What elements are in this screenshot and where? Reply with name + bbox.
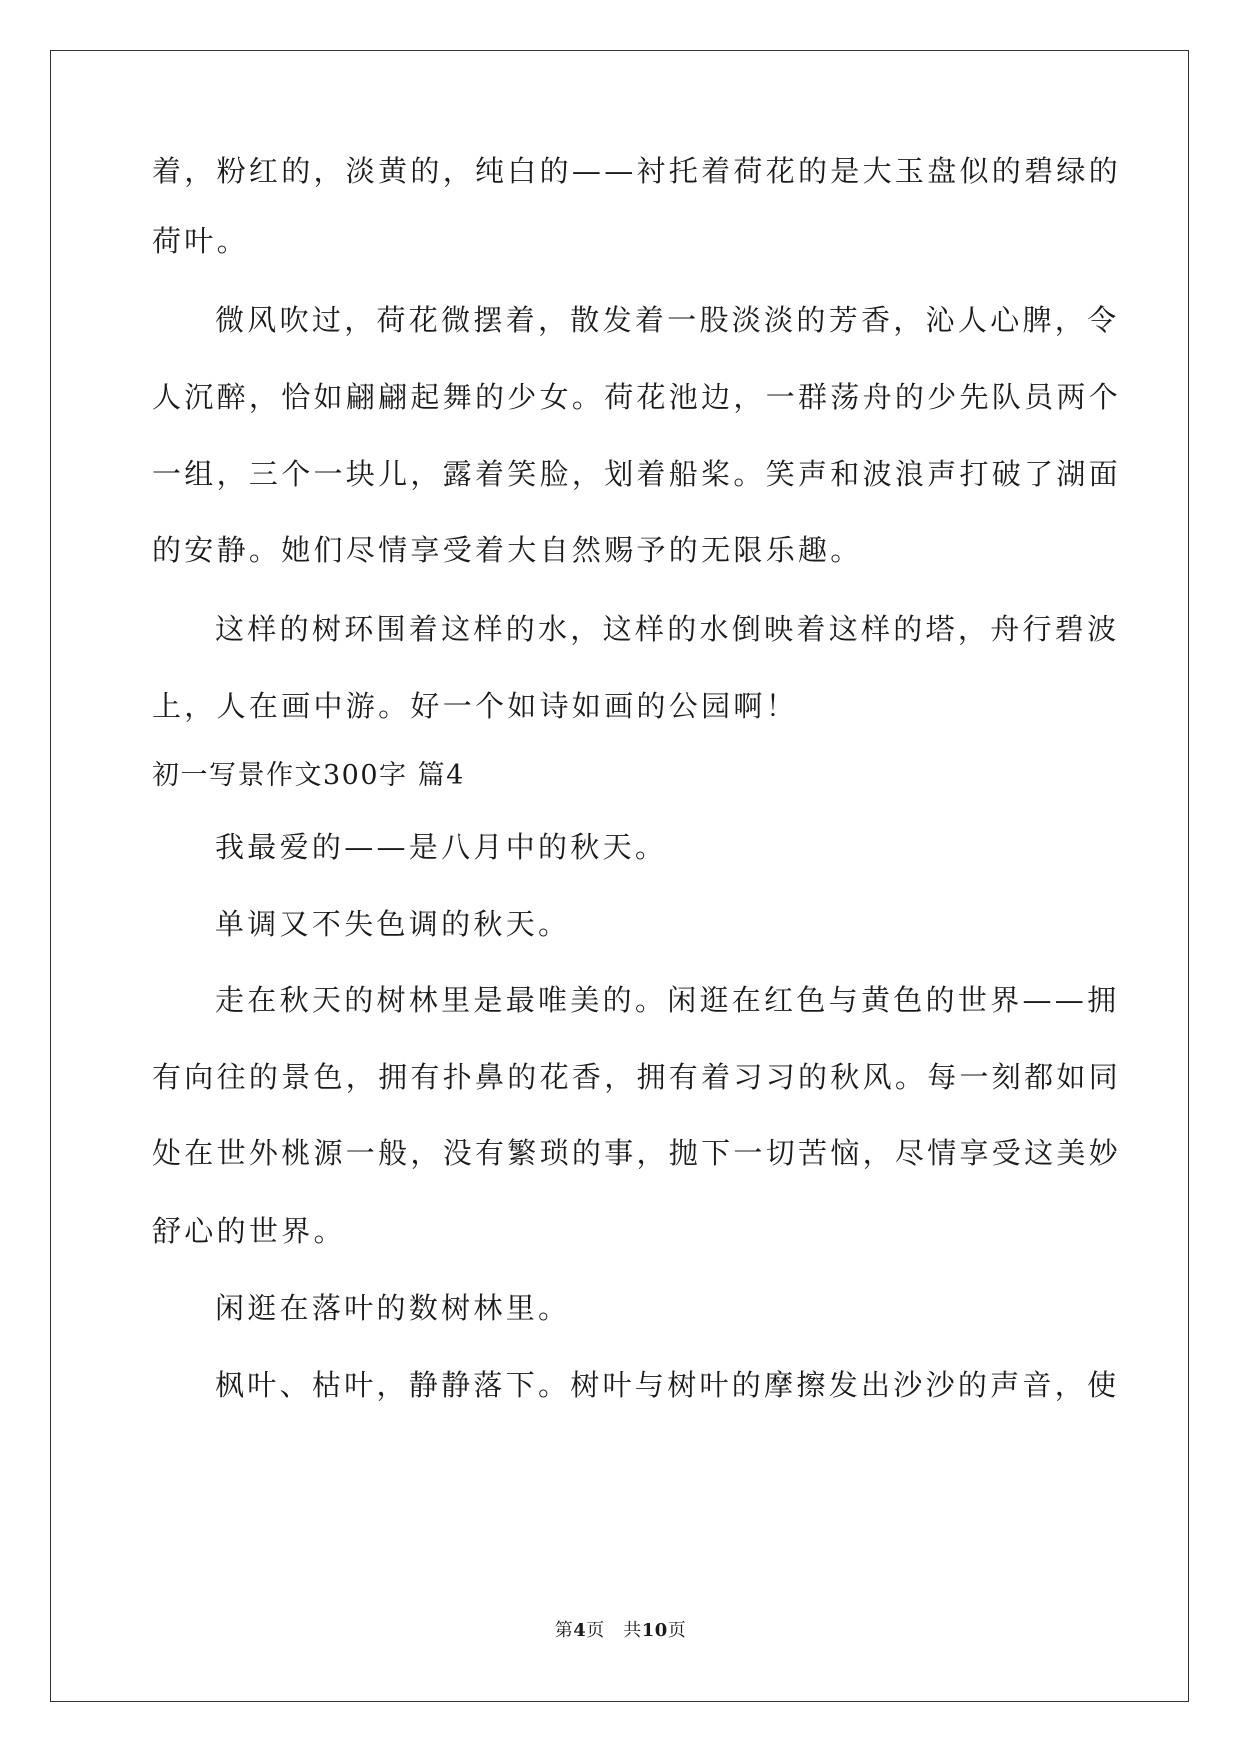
text-line: 上，人在画中游。好一个如诗如画的公园啊！	[152, 689, 799, 723]
paragraph-start: 这样的树环围着这样的水，这样的水倒映着这样的塔，舟行碧波	[215, 612, 1120, 646]
text-line: 舒心的世界。	[152, 1214, 346, 1248]
paragraph-start: 微风吹过，荷花微摆着，散发着一股淡淡的芳香，沁人心脾，令	[215, 303, 1120, 337]
paragraph-start: 走在秋天的树林里是最唯美的。闲逛在红色与黄色的世界——拥	[215, 983, 1120, 1017]
footer-suffix: 页	[667, 1620, 687, 1641]
footer-page-number: 4	[573, 1620, 587, 1641]
text-line: 的安静。她们尽情享受着大自然赐予的无限乐趣。	[152, 533, 863, 567]
page-footer	[0, 1616, 1241, 1642]
text-line: 人沉醉，恰如翩翩起舞的少女。荷花池边，一群荡舟的少先队员两个	[152, 380, 1122, 414]
footer-prefix: 第	[554, 1620, 574, 1641]
text-line: 有向往的景色，拥有扑鼻的花香，拥有着习习的秋风。每一刻都如同	[152, 1060, 1122, 1094]
paragraph-start: 我最爱的——是八月中的秋天。	[215, 830, 668, 864]
page-border	[50, 50, 1189, 1702]
paragraph-start: 闲逛在落叶的数树林里。	[215, 1291, 571, 1325]
text-line: 一组，三个一块儿，露着笑脸，划着船桨。笑声和波浪声打破了湖面	[152, 457, 1122, 491]
text-line: 处在世外桃源一般，没有繁琐的事，抛下一切苦恼，尽情享受这美妙	[152, 1136, 1122, 1170]
section-heading: 初一写景作文300字 篇4	[152, 760, 465, 791]
text-line: 着，粉红的，淡黄的，纯白的——衬托着荷花的是大玉盘似的碧绿的	[152, 154, 1122, 188]
text-line: 荷叶。	[152, 224, 249, 258]
footer-mid: 页 共	[586, 1620, 642, 1641]
paragraph-start: 单调又不失色调的秋天。	[215, 907, 571, 941]
paragraph-start: 枫叶、枯叶，静静落下。树叶与树叶的摩擦发出沙沙的声音，使	[215, 1368, 1120, 1402]
footer-total-pages: 10	[641, 1620, 668, 1641]
